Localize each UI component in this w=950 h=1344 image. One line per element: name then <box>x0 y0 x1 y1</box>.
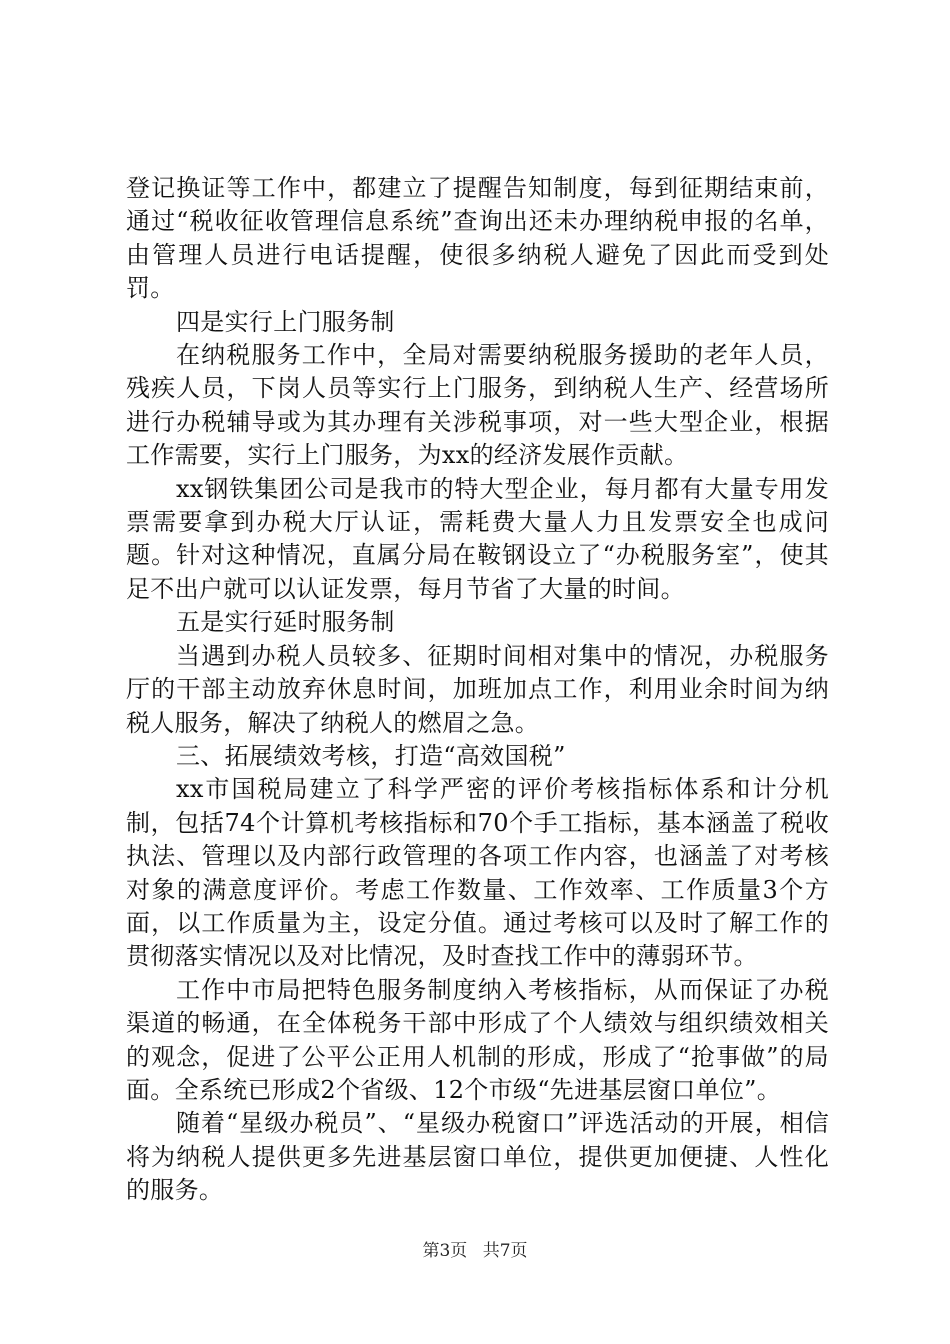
paragraph: 当遇到办税人员较多、征期时间相对集中的情况，办税服务厅的干部主动放弃休息时间，加班加点工作，利用业余时间为纳税人服务，解决了纳税人的燃眉之急。 <box>126 641 829 737</box>
paragraph: 登记换证等工作中，都建立了提醒告知制度，每到征期结束前，通过“税收征收管理信息系统”查询出还未办理纳税申报的名单，由管理人员进行电话提醒，使很多纳税人避免了因此而受到处罚。 <box>126 174 829 303</box>
paragraph: xx钢铁集团公司是我市的特大型企业，每月都有大量专用发票需要拿到办税大厅认证，需耗费大量人力且发票安全也成问题。针对这种情况，直属分局在鞍钢设立了“办税服务室”，使其足不出户就可以认证发票，每月节省了大量的时间。 <box>126 474 829 603</box>
paragraph: 在纳税服务工作中，全局对需要纳税服务援助的老年人员，残疾人员，下岗人员等实行上门服务，到纳税人生产、经营场所进行办税辅导或为其办理有关涉税事项，对一些大型企业，根据工作需要，实行上门服务，为xx的经济发展作贡献。 <box>126 341 829 470</box>
paragraph: 四是实行上门服务制 <box>176 307 395 336</box>
paragraph: 五是实行延时服务制 <box>176 608 395 637</box>
paragraph: 随着“星级办税员”、“星级办税窗口”评选活动的开展，相信将为纳税人提供更多先进基层窗口单位，提供更加便捷、人性化的服务。 <box>126 1109 829 1205</box>
page-number: 第3页 <box>422 1241 468 1261</box>
paragraph: 工作中市局把特色服务制度纳入考核指标，从而保证了办税渠道的畅通，在全体税务干部中形成了个人绩效与组织绩效相关的观念，促进了公平公正用人机制的形成，形成了“抢事做”的局面。全系统已形成2个省级、12个市级“先进基层窗口单位”。 <box>126 975 829 1104</box>
document-body <box>126 172 829 1208</box>
paragraph: 三、拓展绩效考核，打造“高效国税” <box>176 741 566 770</box>
page-total: 共7页 <box>482 1241 528 1261</box>
paragraph: xx市国税局建立了科学严密的评价考核指标体系和计分机制，包括74个计算机考核指标和70个手工指标，基本涵盖了税收执法、管理以及内部行政管理的各项工作内容，也涵盖了对考核对象的满意度评价。考虑工作数量、工作效率、工作质量3个方面，以工作质量为主，设定分值。通过考核可以及时了解工作的贯彻落实情况以及对比情况，及时查找工作中的薄弱环节。 <box>126 775 829 971</box>
page-footer <box>0 1236 950 1261</box>
